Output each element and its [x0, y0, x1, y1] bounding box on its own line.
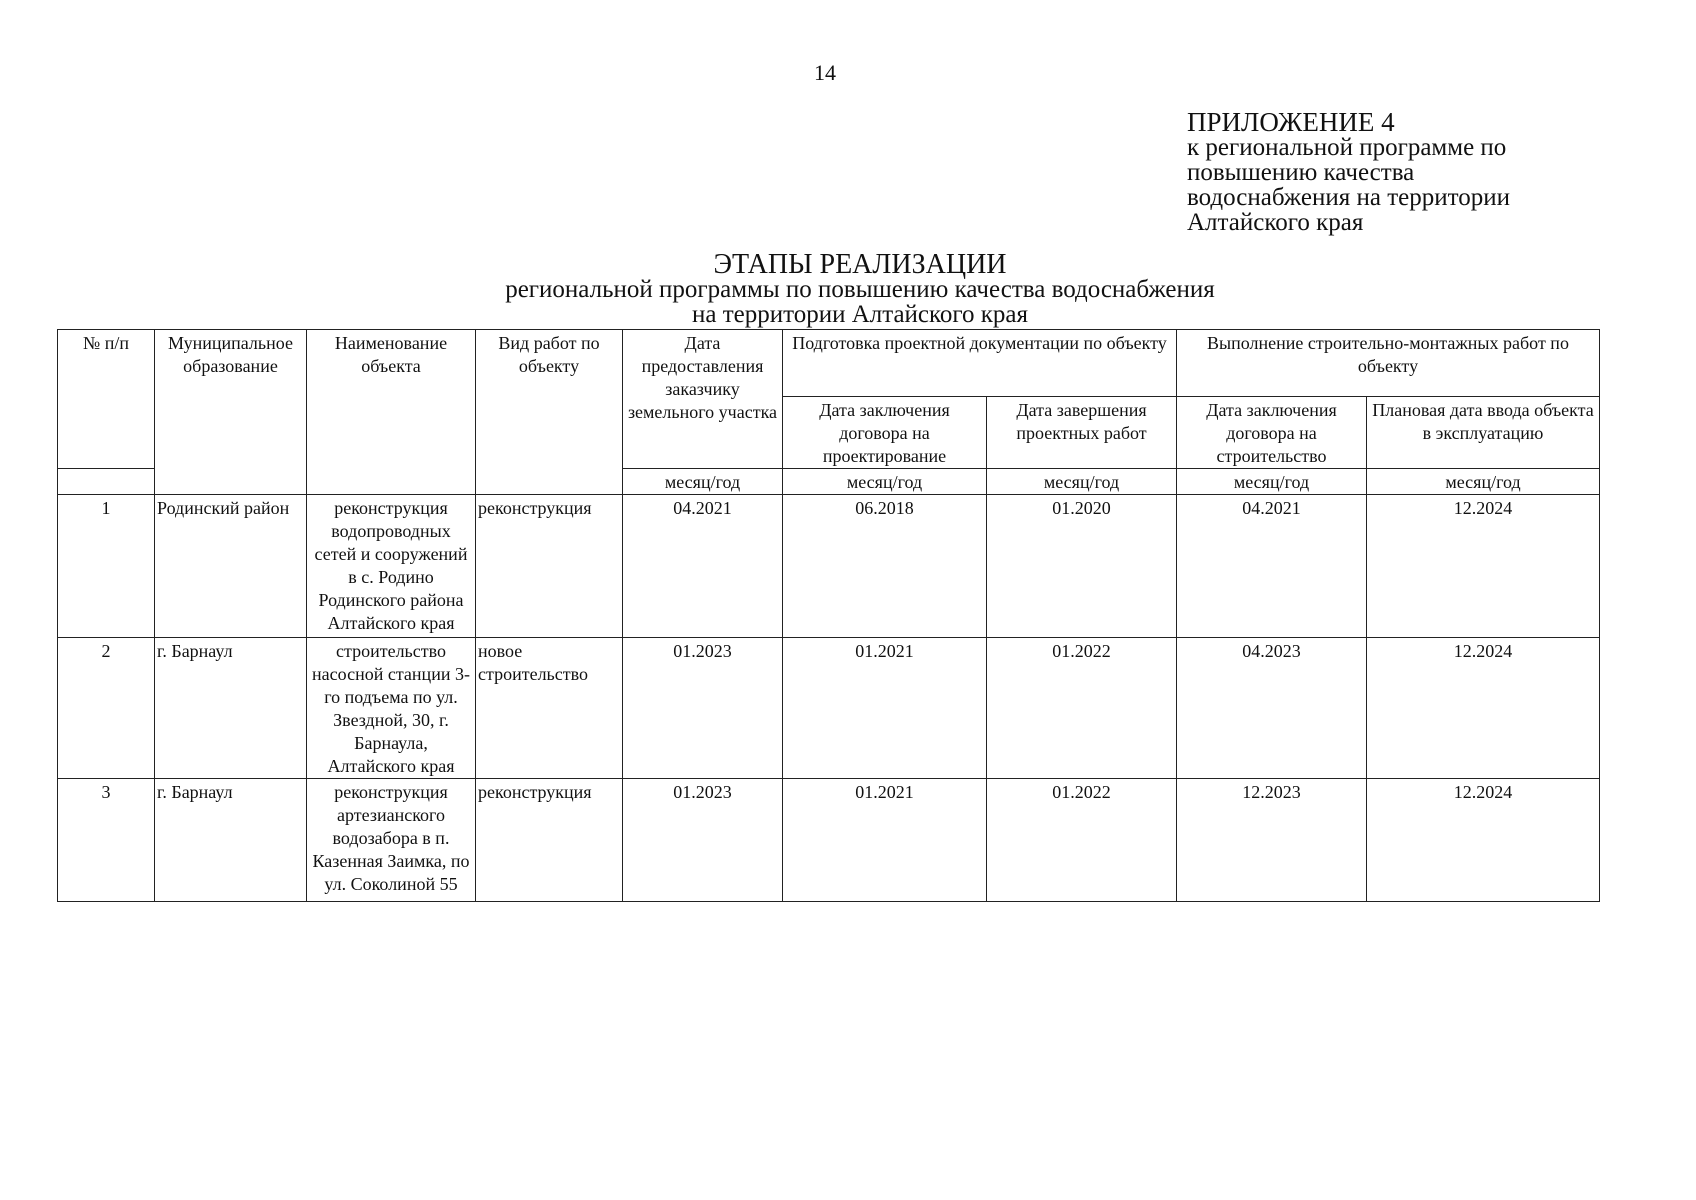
unit-cell-empty	[58, 469, 155, 495]
page-number: 14	[814, 60, 836, 85]
table-row	[58, 495, 1600, 638]
row-work-type: реконструкция	[476, 779, 623, 902]
header-commissioning: Плановая дата ввода объекта в эксплуатацию	[1367, 397, 1600, 469]
row-num: 3	[58, 779, 155, 902]
row-object: реконструкция артезианского водозабора в п. Казенная Заимка, по ул. Соколиной 55	[307, 779, 476, 902]
title-line-3: на территории Алтайского края	[691, 301, 1029, 328]
row-land-date: 04.2021	[623, 495, 783, 638]
header-land-date: Дата предоставления заказчику земельного участка	[623, 330, 783, 469]
appendix-line: повышению качества	[1187, 159, 1415, 186]
header-num: № п/п	[58, 330, 155, 469]
row-construction-contract: 04.2021	[1177, 495, 1367, 638]
header-construction-contract: Дата заключения договора на строительство	[1177, 397, 1367, 469]
row-design-complete: 01.2020	[987, 495, 1177, 638]
appendix-line: водоснабжения на территории	[1187, 184, 1510, 211]
row-land-date: 01.2023	[623, 779, 783, 902]
appendix-line: к региональной программе по	[1187, 134, 1507, 161]
row-land-date: 01.2023	[623, 638, 783, 779]
header-design-complete: Дата завершения проектных работ	[987, 397, 1177, 469]
header-municipality: Муниципальное образование	[155, 330, 307, 495]
appendix-line: Алтайского края	[1187, 209, 1364, 236]
unit-cell: месяц/год	[987, 469, 1177, 495]
header-construction-group: Выполнение строительно-монтажных работ по объекту	[1177, 330, 1600, 397]
row-commissioning: 12.2024	[1367, 495, 1600, 638]
row-municipality: Родинский район	[155, 495, 307, 638]
row-design-complete: 01.2022	[987, 638, 1177, 779]
unit-cell: месяц/год	[783, 469, 987, 495]
title-line-2: региональной программы по повышению качества водоснабжения	[505, 276, 1215, 303]
row-design-contract: 06.2018	[783, 495, 987, 638]
stages-table	[57, 329, 1600, 902]
row-design-complete: 01.2022	[987, 779, 1177, 902]
table-row	[58, 638, 1600, 779]
unit-cell: месяц/год	[1367, 469, 1600, 495]
appendix-title: ПРИЛОЖЕНИЕ 4	[1187, 107, 1395, 137]
header-row	[58, 330, 1600, 397]
row-design-contract: 01.2021	[783, 779, 987, 902]
header-work-type: Вид работ по объекту	[476, 330, 623, 495]
row-construction-contract: 12.2023	[1177, 779, 1367, 902]
unit-cell: месяц/год	[623, 469, 783, 495]
row-construction-contract: 04.2023	[1177, 638, 1367, 779]
table-row	[58, 779, 1600, 902]
row-object: строительство насосной станции 3-го подъема по ул. Звездной, 30, г. Барнаула, Алтайского края	[307, 638, 476, 779]
row-municipality: г. Барнаул	[155, 638, 307, 779]
row-work-type: новое строительство	[476, 638, 623, 779]
title-line-1: ЭТАПЫ РЕАЛИЗАЦИИ	[713, 249, 1007, 280]
unit-cell: месяц/год	[1177, 469, 1367, 495]
row-num: 1	[58, 495, 155, 638]
header-object-name: Наименование объекта	[307, 330, 476, 495]
header-design-group: Подготовка проектной документации по объекту	[783, 330, 1177, 397]
row-design-contract: 01.2021	[783, 638, 987, 779]
row-commissioning: 12.2024	[1367, 779, 1600, 902]
document-title	[0, 249, 1696, 328]
row-work-type: реконструкция	[476, 495, 623, 638]
row-commissioning: 12.2024	[1367, 638, 1600, 779]
appendix-block	[1187, 107, 1667, 236]
header-design-contract: Дата заключения договора на проектирование	[783, 397, 987, 469]
row-municipality: г. Барнаул	[155, 779, 307, 902]
row-num: 2	[58, 638, 155, 779]
row-object: реконструкция водопроводных сетей и сооружений в с. Родино Родинского района Алтайского края	[307, 495, 476, 638]
